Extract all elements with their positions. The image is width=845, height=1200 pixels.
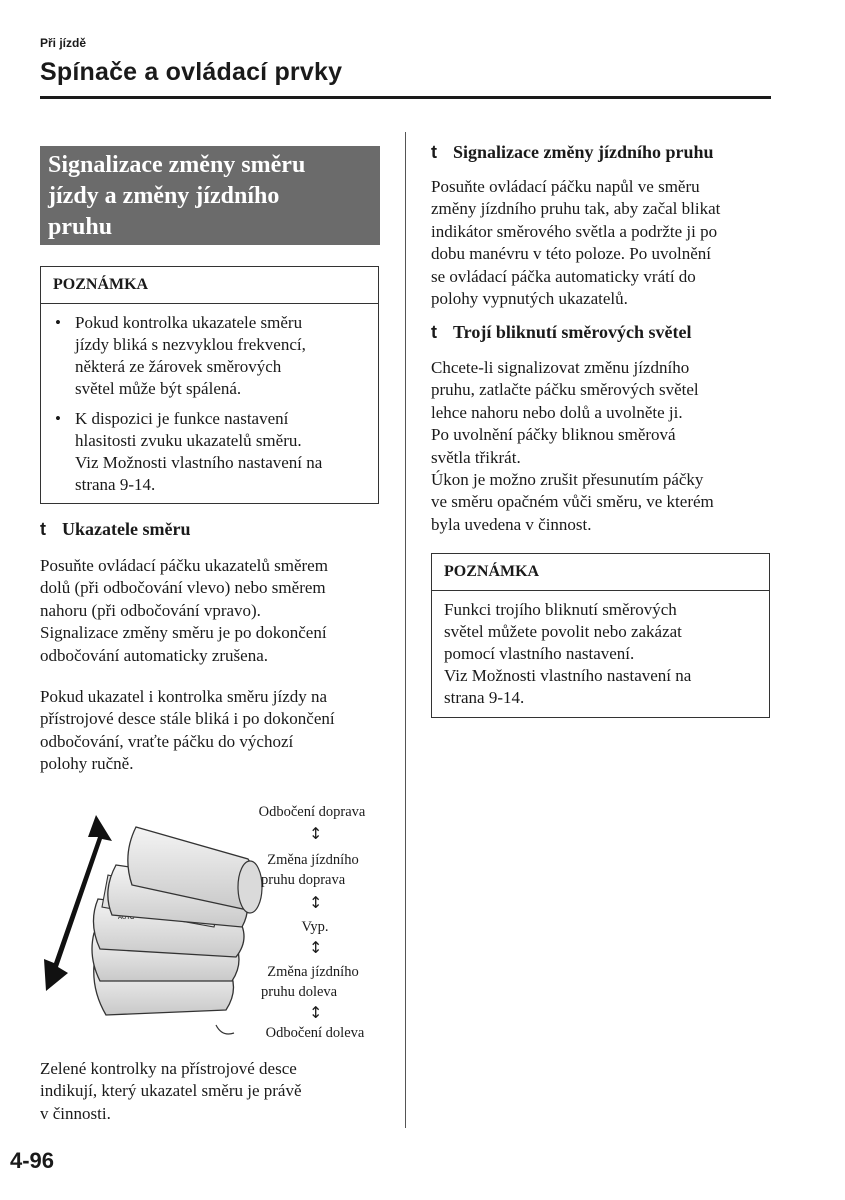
paragraph <box>431 176 777 310</box>
text-line: Zelené kontrolky na přístrojové desce <box>40 1059 297 1078</box>
text-line: polohy vypnutých ukazatelů. <box>431 289 628 309</box>
note-heading: POZNÁMKA <box>41 267 378 304</box>
note-bullet <box>53 408 366 496</box>
text-line: dolů (při odbočování vlevo) nebo směrem <box>40 578 326 598</box>
label-line: pruhu doprava <box>261 872 346 888</box>
note-bullet <box>53 312 366 400</box>
note-line: Viz Možnosti vlastního nastavení na <box>444 666 692 685</box>
page-number: 4-96 <box>10 1148 55 1173</box>
paragraph <box>40 686 386 776</box>
note-box <box>40 266 379 504</box>
text-line: indikují, který ukazatel směru je právě <box>40 1081 302 1101</box>
text-line: Posuňte ovládací páčku ukazatelů směrem <box>40 556 328 575</box>
text-line: odbočování automaticky zrušena. <box>40 645 269 665</box>
subheading-text: Ukazatele směru <box>62 519 191 539</box>
label-lane-left <box>250 962 376 1002</box>
label-off: Vyp. <box>301 919 329 935</box>
label-turn-left: Odbočení doleva <box>265 1025 365 1041</box>
note-line: Pokud kontrolka ukazatele směru <box>75 313 303 332</box>
label-line: Změna jízdního <box>267 964 359 980</box>
column-divider <box>405 132 406 1128</box>
text-line: ve směru opačném vůči směru, ve kterém <box>431 492 714 512</box>
text-line: se ovládací páčka automaticky vrátí do <box>431 266 696 286</box>
paragraph <box>40 1058 386 1125</box>
note-line: strana 9-14. <box>444 688 525 707</box>
updown-arrow-icon: ↕ <box>309 938 323 957</box>
note-line: strana 9-14. <box>75 475 156 494</box>
text-line: přístrojové desce stále bliká i po dokončení <box>40 709 335 729</box>
note-line: pomocí vlastního nastavení. <box>444 644 635 663</box>
text-line: v činnosti. <box>40 1103 111 1123</box>
note-box <box>431 553 770 718</box>
subheading-triple-flash <box>431 322 692 343</box>
text-line: byla uvedena v činnost. <box>431 514 592 534</box>
section-title-box <box>40 146 380 245</box>
text-line: lehce nahoru nebo dolů a uvolněte ji. <box>431 402 683 422</box>
text-line: Po uvolnění páčky bliknou směrová <box>431 425 676 445</box>
text-line: polohy ručně. <box>40 754 134 774</box>
note-line: světel může být spálená. <box>75 379 242 398</box>
label-line: pruhu doleva <box>261 984 338 1000</box>
note-line: světel můžete povolit nebo zakázat <box>444 622 682 641</box>
section-marker-icon: t <box>40 519 46 539</box>
subheading-text: Trojí bliknutí směrových světel <box>453 322 692 342</box>
text-line: Signalizace změny směru je po dokončení <box>40 623 327 643</box>
note-body <box>41 304 378 512</box>
bullet-icon: • <box>55 409 61 428</box>
label-lane-right <box>250 850 376 890</box>
label-turn-right: Odbočení doprava <box>258 804 366 820</box>
section-marker-icon: t <box>431 322 437 342</box>
text-line: změny jízdního pruhu tak, aby začal blikat <box>431 199 721 219</box>
text-line: Chcete-li signalizovat změnu jízdního <box>431 358 690 377</box>
section-title-line: Signalizace změny směru <box>48 152 306 178</box>
page-title: Spínače a ovládací prvky <box>40 58 343 86</box>
paragraph <box>431 357 777 536</box>
note-line: Viz Možnosti vlastního nastavení na <box>75 453 323 472</box>
updown-arrow-icon: ↕ <box>309 1003 323 1022</box>
bullet-icon: • <box>55 313 61 332</box>
note-line: K dispozici je funkce nastavení <box>75 409 289 428</box>
subheading-text: Signalizace změny jízdního pruhu <box>453 142 714 162</box>
note-line: hlasitosti zvuku ukazatelů směru. <box>75 431 302 450</box>
note-line: některá ze žárovek směrových <box>75 357 282 376</box>
section-title-line: jízdy a změny jízdního <box>48 183 280 209</box>
text-line: indikátor směrového světla a podržte ji po <box>431 221 718 241</box>
text-line: Posuňte ovládací páčku napůl ve směru <box>431 177 700 196</box>
text-line: nahoru (při odbočování vpravo). <box>40 600 261 620</box>
stalk-base <box>216 1025 234 1034</box>
text-line: Úkon je možno zrušit přesunutím páčky <box>431 470 704 490</box>
text-line: dobu manévru v této poloze. Po uvolnění <box>431 244 711 264</box>
section-marker-icon: t <box>431 142 437 162</box>
running-header: Při jízdě <box>40 36 87 50</box>
updown-arrow-icon: ↕ <box>309 893 323 912</box>
text-line: Pokud ukazatel i kontrolka směru jízdy na <box>40 687 328 706</box>
note-heading: POZNÁMKA <box>432 554 769 591</box>
text-line: odbočování, vraťte páčku do výchozí <box>40 731 294 751</box>
subheading-turn-signals <box>40 519 190 540</box>
title-rule <box>40 96 771 99</box>
text-line: pruhu, zatlačte páčku směrových světel <box>431 380 699 400</box>
stalk-text: AUTO <box>118 915 135 921</box>
note-line: Funkci trojího bliknutí směrových <box>444 600 677 619</box>
paragraph <box>40 555 386 667</box>
turn-signal-stalk-illustration <box>36 815 276 1045</box>
label-line: Změna jízdního <box>267 852 359 868</box>
note-line: jízdy bliká s nezvyklou frekvencí, <box>75 335 306 354</box>
subheading-lane-change <box>431 142 714 163</box>
text-line: světla třikrát. <box>431 447 521 467</box>
note-body <box>432 591 769 717</box>
updown-arrow-icon: ↕ <box>309 824 323 843</box>
section-title-line: pruhu <box>48 214 113 240</box>
